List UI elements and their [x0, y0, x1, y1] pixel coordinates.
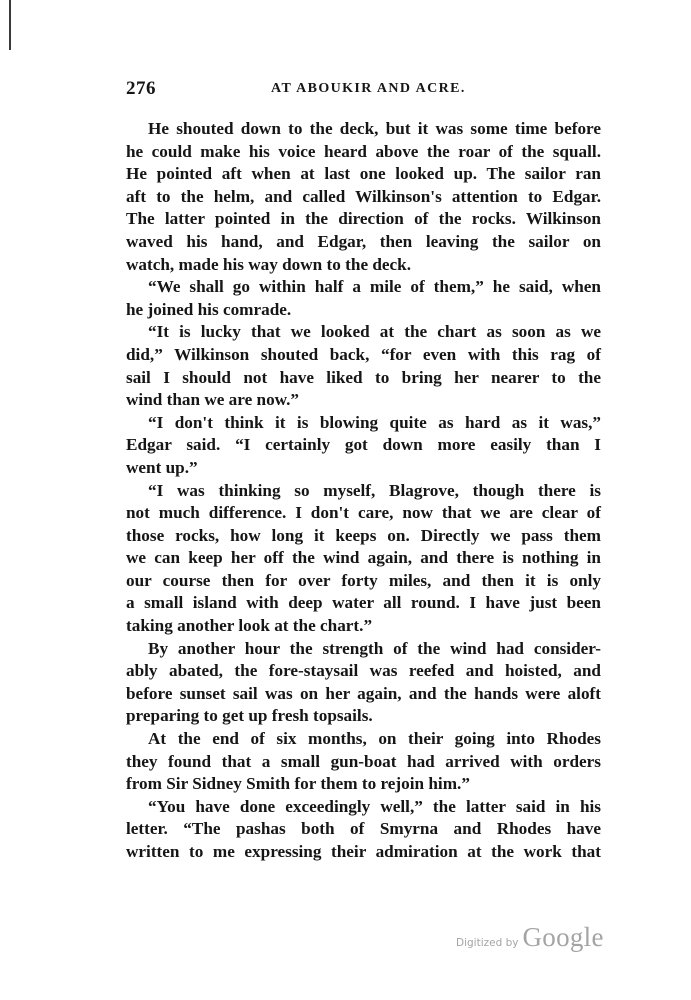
- text-line: He pointed aft when at last one looked up. The sailor ran: [126, 164, 601, 184]
- paragraph: [126, 638, 601, 728]
- text-line: The latter pointed in the direction of the rocks. Wilkinson: [126, 209, 601, 229]
- text-line: “It is lucky that we looked at the chart as soon as we: [148, 322, 601, 342]
- paragraph: [126, 480, 601, 638]
- text-line: they found that a small gun-boat had arrived with orders: [126, 751, 601, 771]
- text-line: those rocks, how long it keeps on. Directly we pass them: [126, 525, 601, 545]
- paragraph: [126, 321, 601, 411]
- text-line: He shouted down to the deck, but it was some time before: [148, 119, 601, 138]
- text-line: preparing to get up fresh topsails.: [126, 706, 373, 726]
- text-line: “We shall go within half a mile of them,” he said, when: [148, 277, 601, 297]
- text-line: we can keep her off the wind again, and there is nothing in: [126, 548, 601, 568]
- text-line: did,” Wilkinson shouted back, “for even with this rag of: [126, 344, 601, 364]
- paragraph: [126, 412, 601, 480]
- page-header: [126, 78, 601, 102]
- text-line: a small island with deep water all round. I have just been: [126, 593, 601, 613]
- running-head: AT ABOUKIR AND ACRE.: [271, 81, 466, 96]
- text-line: watch, made his way down to the deck.: [126, 254, 412, 274]
- page-number: 276: [126, 78, 156, 99]
- body-text: [126, 118, 601, 864]
- text-line: our course then for over forty miles, and then it is only: [126, 570, 601, 590]
- text-line: waved his hand, and Edgar, then leaving the sailor on: [126, 231, 601, 251]
- text-line: By another hour the strength of the wind had consider-: [148, 638, 601, 658]
- text-line: letter. “The pashas both of Smyrna and Rhodes have: [126, 819, 601, 839]
- digitized-by-google-watermark: [456, 922, 604, 958]
- text-line: aft to the helm, and called Wilkinson's attention to Edgar.: [126, 186, 601, 206]
- paragraph: [126, 276, 601, 321]
- text-line: taking another look at the chart.”: [126, 616, 373, 636]
- text-line: from Sir Sidney Smith for them to rejoin him.”: [126, 774, 470, 794]
- text-line: wind than we are now.”: [126, 390, 300, 410]
- text-line: sail I should not have liked to bring her nearer to the: [126, 367, 601, 387]
- text-line: ably abated, the fore-staysail was reefed and hoisted, and: [126, 661, 601, 681]
- text-line: written to me expressing their admiration at the work that: [126, 842, 601, 861]
- text-line: before sunset sail was on her again, and the hands were aloft: [126, 683, 601, 703]
- google-logo: Google: [522, 922, 604, 952]
- text-line: went up.”: [126, 457, 198, 477]
- paragraph: [126, 118, 601, 276]
- page-edge-line: [9, 0, 11, 50]
- text-line: he joined his comrade.: [126, 299, 292, 319]
- text-line: “I don't think it is blowing quite as hard as it was,”: [148, 412, 601, 432]
- text-line: not much difference. I don't care, now that we are clear of: [126, 503, 601, 523]
- text-line: “You have done exceedingly well,” the latter said in his: [148, 796, 601, 816]
- paragraph: [126, 728, 601, 796]
- text-line: he could make his voice heard above the roar of the squall.: [126, 141, 601, 161]
- text-line: “I was thinking so myself, Blagrove, though there is: [148, 480, 601, 500]
- text-line: At the end of six months, on their going into Rhodes: [148, 729, 601, 749]
- paragraph: [126, 796, 601, 864]
- text-line: Edgar said. “I certainly got down more easily than I: [126, 435, 601, 455]
- watermark-prefix: Digitized by: [456, 937, 519, 949]
